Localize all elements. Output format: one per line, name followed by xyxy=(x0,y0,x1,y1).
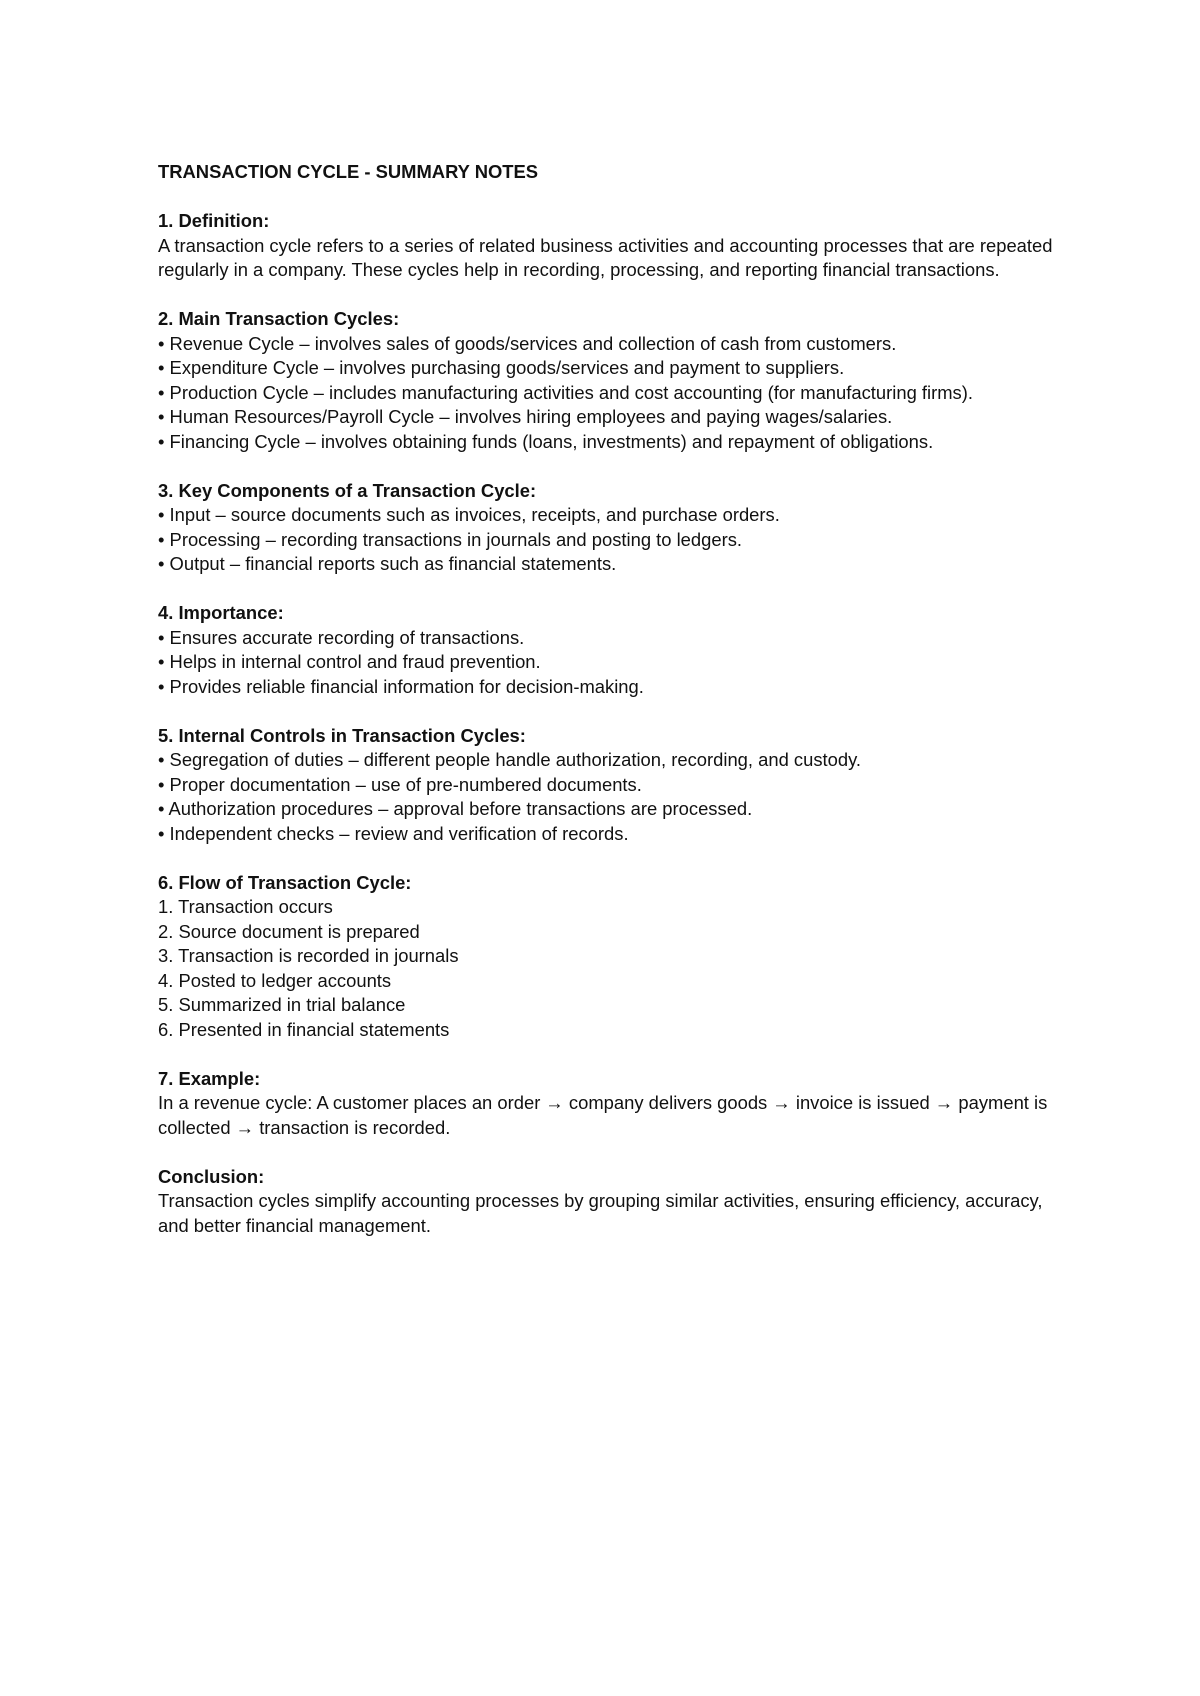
list-item: • Output – financial reports such as financial statements. xyxy=(158,553,617,574)
section-paragraph: A transaction cycle refers to a series of related business activities and accounting processes that are repeated regularly in a company. These cycles help in recording, processing, and reporting financial transactions. xyxy=(158,234,1053,280)
numbered-item: 4. Posted to ledger accounts xyxy=(158,969,392,991)
section-heading: Conclusion: xyxy=(158,1165,265,1187)
list-item: • Processing – recording transactions in journals and posting to ledgers. xyxy=(158,528,743,550)
list-item: • Authorization procedures – approval before transactions are processed. xyxy=(158,798,753,819)
list-item: • Ensures accurate recording of transactions. xyxy=(158,626,525,648)
list-item: • Provides reliable financial information for decision-making. xyxy=(158,675,644,697)
list-item: • Revenue Cycle – involves sales of goods/services and collection of cash from customers. xyxy=(158,332,897,354)
numbered-item: 6. Presented in financial statements xyxy=(158,1018,450,1040)
list-item: • Input – source documents such as invoices, receipts, and purchase orders. xyxy=(158,504,780,525)
list-item: • Independent checks – review and verification of records. xyxy=(158,822,629,844)
list-item: • Helps in internal control and fraud prevention. xyxy=(158,651,541,672)
list-item: • Human Resources/Payroll Cycle – involves hiring employees and paying wages/salaries. xyxy=(158,406,893,427)
numbered-item: 2. Source document is prepared xyxy=(158,920,420,942)
document-title: TRANSACTION CYCLE - SUMMARY NOTES xyxy=(158,161,539,182)
numbered-item: 5. Summarized in trial balance xyxy=(158,994,406,1015)
document-body xyxy=(158,160,1058,1263)
section-definition xyxy=(158,209,1058,283)
section-heading: 7. Example: xyxy=(158,1067,261,1089)
section-heading: 2. Main Transaction Cycles: xyxy=(158,308,400,329)
section-example xyxy=(158,1067,1058,1141)
section-paragraph: In a revenue cycle: A customer places an order → company delivers goods → invoice is issued → payment is collected → transaction is recorded. xyxy=(158,1092,1048,1138)
section-importance xyxy=(158,601,1058,699)
section-heading: 6. Flow of Transaction Cycle: xyxy=(158,871,412,893)
numbered-item: 1. Transaction occurs xyxy=(158,896,333,917)
numbered-item: 3. Transaction is recorded in journals xyxy=(158,945,459,966)
list-item: • Proper documentation – use of pre-numbered documents. xyxy=(158,773,642,795)
list-item: • Expenditure Cycle – involves purchasing goods/services and payment to suppliers. xyxy=(158,357,845,378)
list-item: • Production Cycle – includes manufacturing activities and cost accounting (for manufacturing firms). xyxy=(158,381,973,403)
list-item: • Financing Cycle – involves obtaining funds (loans, investments) and repayment of obligations. xyxy=(158,430,934,452)
section-heading: 5. Internal Controls in Transaction Cycles: xyxy=(158,724,526,746)
section-heading: 4. Importance: xyxy=(158,602,284,623)
section-heading: 3. Key Components of a Transaction Cycle: xyxy=(158,479,537,501)
section-main-cycles xyxy=(158,307,1058,454)
section-heading: 1. Definition: xyxy=(158,210,270,231)
section-conclusion xyxy=(158,1165,1058,1239)
section-paragraph: Transaction cycles simplify accounting processes by grouping similar activities, ensuring efficiency, accuracy, and better financial management. xyxy=(158,1190,1043,1236)
section-flow xyxy=(158,871,1058,1043)
section-internal-controls xyxy=(158,724,1058,847)
section-key-components xyxy=(158,479,1058,577)
list-item: • Segregation of duties – different people handle authorization, recording, and custody. xyxy=(158,749,862,770)
